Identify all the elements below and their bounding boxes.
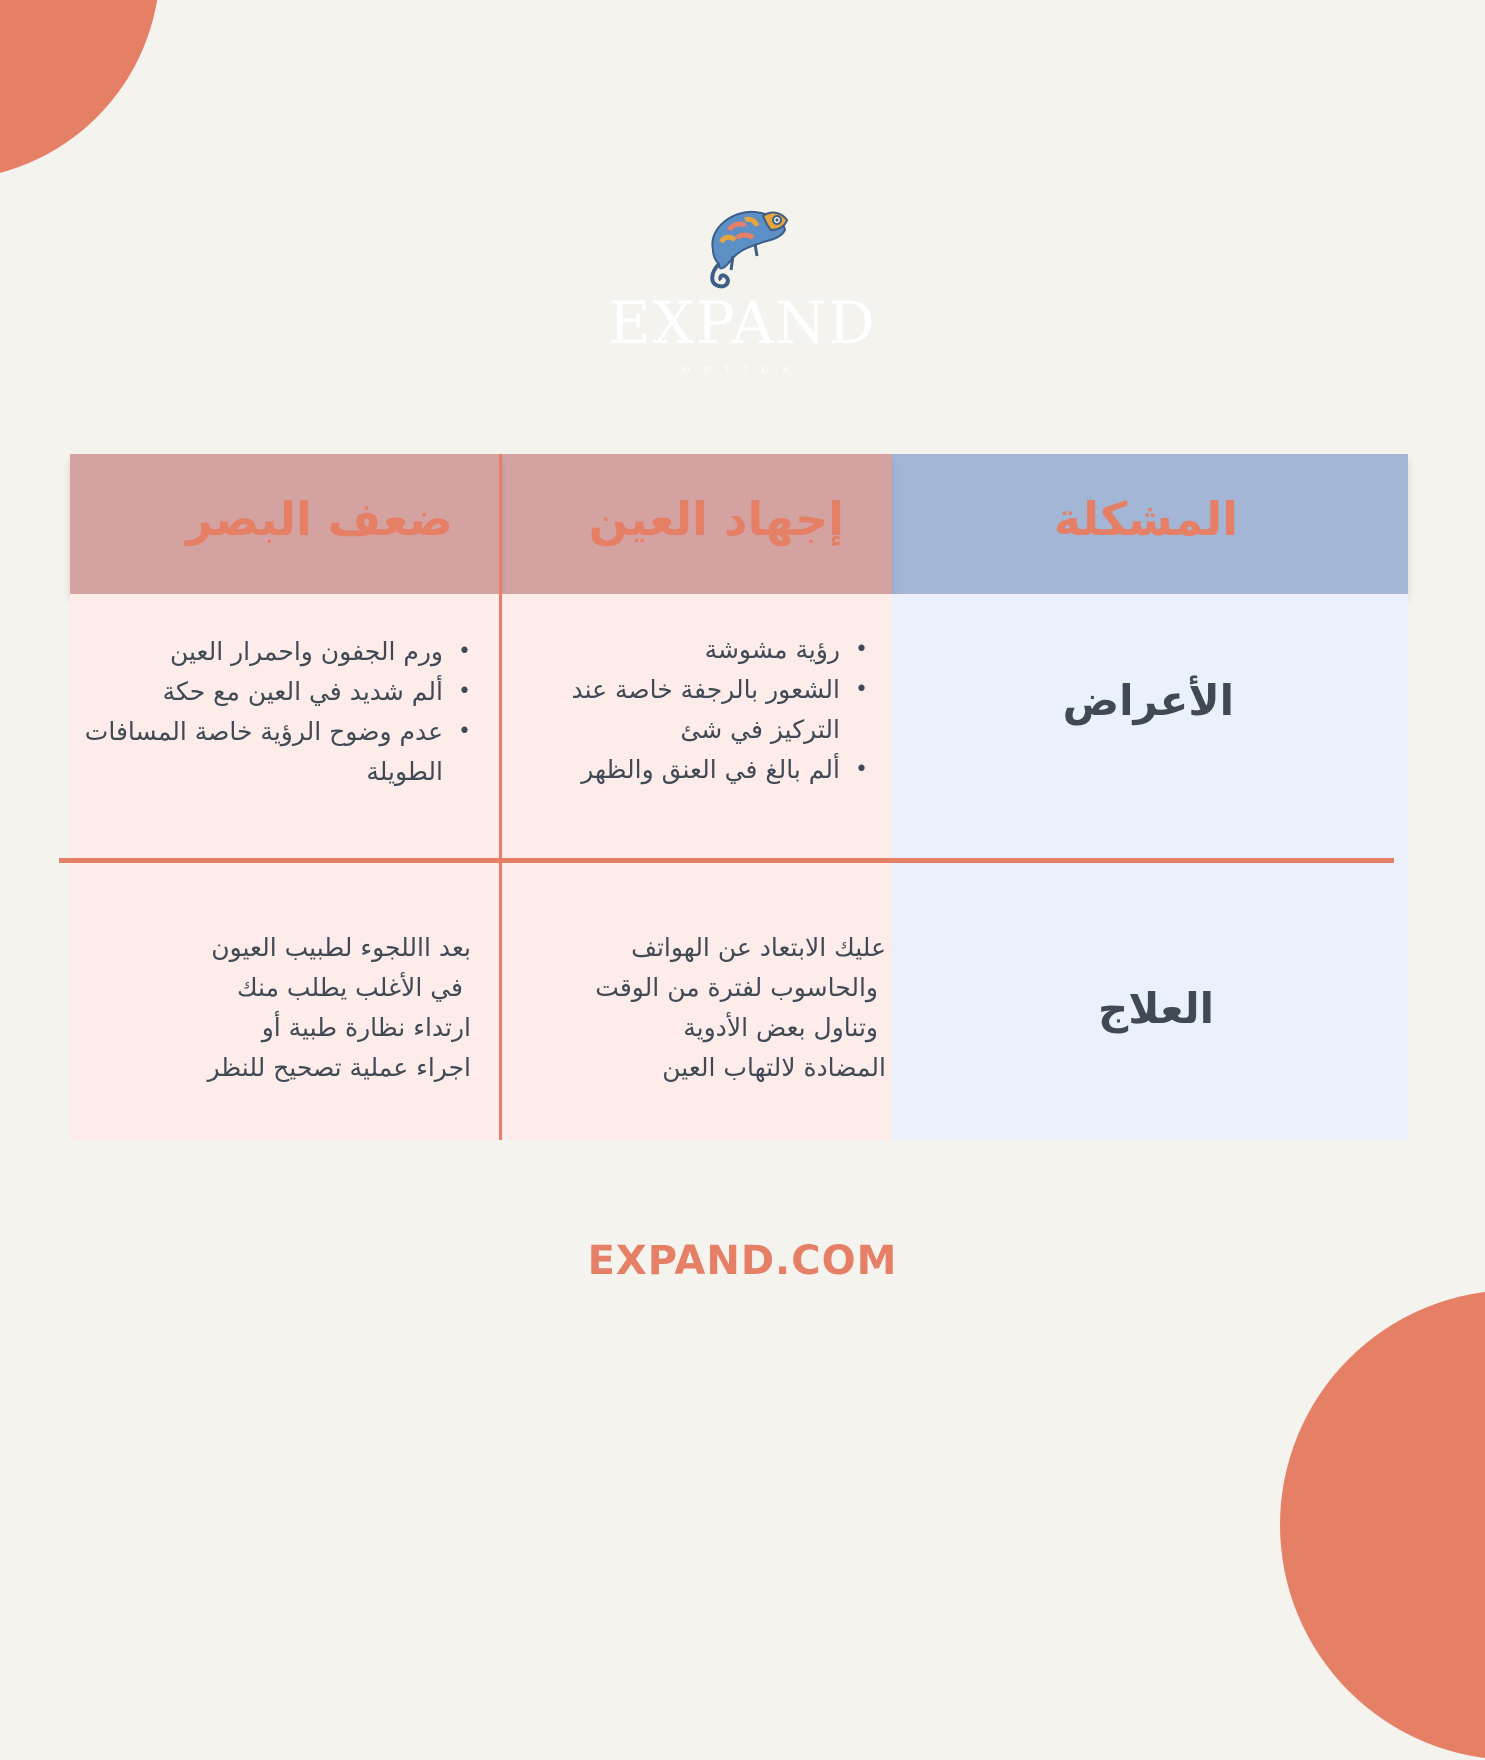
list-item: • رؤية مشوشة: [550, 630, 870, 670]
table-horizontal-divider: [59, 858, 1394, 863]
text-line: في الأغلب يطلب منك: [236, 973, 463, 1002]
text-line: والحاسوب لفترة من الوقت: [595, 973, 878, 1002]
table-vertical-divider: [499, 454, 502, 1140]
row-label-treatment: العلاج: [1097, 984, 1214, 1033]
row-label-symptoms: الأعراض: [1062, 676, 1234, 725]
eye-strain-symptoms-list: [550, 630, 870, 790]
comparison-table: [70, 454, 1408, 1140]
header-weak-vision-label: ضعف البصر: [186, 492, 453, 546]
weak-vision-treatment-cell: [70, 860, 501, 1140]
text-line: وتناول بعض الأدوية: [683, 1013, 878, 1042]
brand-wordmark: EXPAND: [608, 289, 877, 357]
header-problem-cell: [892, 454, 1408, 594]
list-item: • عدم وضوح الرؤية خاصة المسافات الطويلة: [83, 712, 473, 792]
list-item: • ألم بالغ في العنق والظهر: [550, 750, 870, 790]
treatment-label-cell: [892, 860, 1408, 1140]
symptoms-label-cell: [892, 594, 1408, 860]
decorative-corner-circle-bottom-right: [1280, 1290, 1485, 1760]
header-eye-strain-label: إجهاد العين: [588, 492, 844, 546]
text-line: بعد االلجوء لطبيب العيون: [211, 933, 471, 962]
text-line: ارتداء نظارة طبية أو: [261, 1013, 471, 1042]
website-link[interactable]: EXPAND.COM: [587, 1238, 898, 1284]
eye-strain-symptoms-cell: [501, 594, 892, 860]
header-problem-label: المشكلة: [1053, 492, 1238, 546]
chameleon-icon: [693, 190, 793, 290]
header-weak-vision-cell: [70, 454, 501, 594]
text-line: اجراء عملية تصحيح للنظر: [207, 1053, 471, 1082]
brand-logo: [560, 190, 925, 390]
weak-vision-symptoms-list: [83, 632, 473, 792]
text-line: عليك الابتعاد عن الهواتف: [631, 933, 886, 962]
decorative-corner-circle-top-left: [0, 0, 160, 180]
list-item: • الشعور بالرجفة خاصة عند التركيز في شئ: [550, 670, 870, 750]
eye-strain-treatment-text: [595, 928, 886, 1088]
list-item: • ورم الجفون واحمرار العين: [83, 632, 473, 672]
text-line: المضادة لالتهاب العين: [662, 1053, 886, 1082]
eye-strain-treatment-cell: [501, 860, 892, 1140]
weak-vision-symptoms-cell: [70, 594, 501, 860]
header-eye-strain-cell: [501, 454, 892, 594]
brand-tagline: OPTICS: [682, 366, 803, 376]
list-item: • ألم شديد في العين مع حكة: [83, 672, 473, 712]
weak-vision-treatment-text: [207, 928, 471, 1088]
